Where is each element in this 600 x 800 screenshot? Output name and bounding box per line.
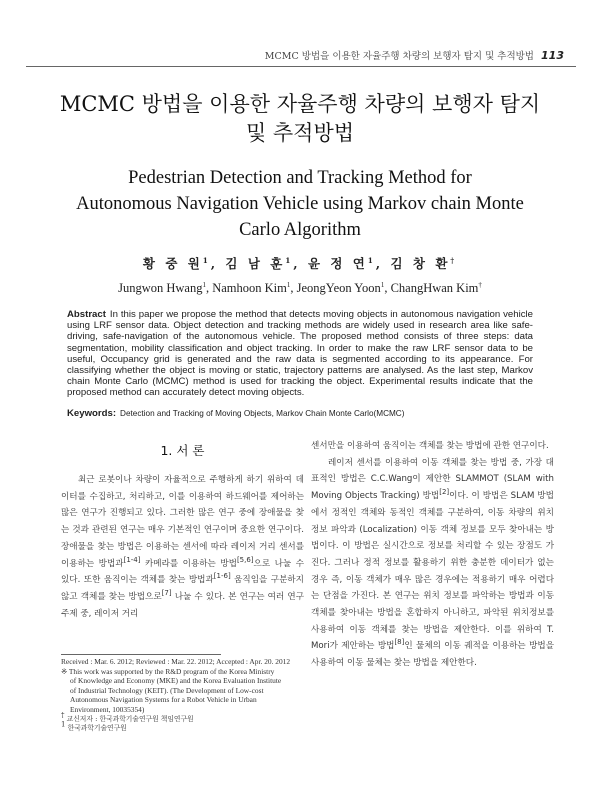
author-en-separator: , bbox=[205, 281, 213, 295]
korean-title-line-1: MCMC 방법을 이용한 자율주행 차량의 보행자 탐지 bbox=[59, 92, 541, 116]
keywords-label: Keywords: bbox=[67, 408, 117, 419]
paragraph-text: 인 물체의 이동 궤적을 이용하는 방법을 사용하여 이동 물체는 찾는 방법을 제안한다. bbox=[311, 641, 555, 669]
citation: [1-4] bbox=[123, 555, 141, 564]
paragraph-text: 레이저 센서를 이용하여 이동 객체를 찾는 방법 중, 가장 대표적인 방법은 C.C.Wang이 제안한 SLAMMOT (SLAM with Moving Objects Tracking) 방법 bbox=[311, 457, 554, 502]
intro-paragraph-1-continued: 센서만을 이용하여 움직이는 객체를 찾는 방법에 관한 연구이다. bbox=[311, 441, 549, 451]
funding-note-line-4: Autonomous Navigation Systems for a Robot Vehicle in Urban bbox=[70, 695, 257, 705]
paragraph-text: 이다. 이 방법은 SLAM 방법에서 정적인 객체와 동적인 객체를 구분하여, 이동 차량의 위치 정보 파악과 (Localization) 이동 객체 정보를 모두 찾아내는 방법이다. 이 방법은 실시간으로 정보를 처리할 수 있는 장점도 가진다. 그러나 정적 정보를 활용하기 위한 충분한 데이터가 없는 경우 즉, 이동 객체가 매우 많은 경우에는 적용하기 매우 어렵다는 단점을 가진다. 본 연구는 위치 정보를 파악하는 방법과 이동 객체를 찾아내는 방법을 혼합하지 아니하고, 파악된 위치정보를 사용하여 이동 객체를 찾는 방법을 제안한다. 이를 위하여 T. Mori가 제안하는 방법 bbox=[311, 491, 554, 652]
left-column bbox=[61, 472, 304, 622]
author-kr-1: 황 중 원 bbox=[142, 256, 203, 271]
author-kr-separator: , bbox=[293, 256, 308, 271]
abstract-text: In this paper we propose the method that detects moving objects in autonomous navigation vehicle using LRF sensor data. Object detection and tracking methods are widely used in research area like safe-driving, safe-navigation of the autonomous vehicle. The proposed method consists of three steps: data segmentation, mobility classification and object tracking. In order to make the raw LRF sensor data to be useful, Occupancy grid is generated and the raw data is segmented according to its appearance. For classifying whether the object is moving or static, trajectory patterns are analysed. As the last step, Markov chain Monte Carlo (MCMC) method is used for tracking the object. Experimental results indicate that the proposed method can accurately detect moving objects. bbox=[67, 309, 533, 399]
paragraph-text: 카메라를 이용하는 방법 bbox=[140, 558, 237, 569]
intro-paragraph-1 bbox=[61, 472, 304, 622]
citation: [7] bbox=[161, 589, 172, 598]
author-en-2-mark: 1 bbox=[286, 280, 291, 289]
citation: [8] bbox=[394, 638, 405, 647]
affiliation-note bbox=[61, 720, 304, 734]
author-en-3-mark: 1 bbox=[380, 280, 385, 289]
section-heading: 1. 서 론 bbox=[160, 443, 205, 458]
author-en-1: Jungwon Hwang bbox=[118, 281, 203, 295]
author-en-separator: , bbox=[290, 281, 297, 295]
english-title-line-2: Autonomous Navigation Vehicle using Markov chain Monte bbox=[76, 194, 524, 214]
received-dates: Received : Mar. 6. 2012; Reviewed : Mar. 22. 2012; Accepted : Apr. 20. 2012 bbox=[61, 657, 291, 666]
english-title-line-3: Carlo Algorithm bbox=[239, 220, 361, 240]
author-kr-2: 김 남 훈 bbox=[225, 256, 286, 271]
header-rule bbox=[26, 66, 576, 67]
running-header bbox=[265, 48, 564, 62]
keywords-text: Detection and Tracking of Moving Objects, Markov Chain Monte Carlo(MCMC) bbox=[120, 409, 405, 418]
author-en-4-mark: † bbox=[478, 280, 482, 289]
corresponding-author-text: 교신저자 : 한국과학기술연구원 책임연구원 bbox=[66, 714, 194, 723]
paragraph-text: 나눌 수 있다. 본 연구는 여러 연구 주제 중, 레이저 거리 bbox=[61, 591, 304, 619]
authors-korean bbox=[40, 254, 560, 272]
english-title bbox=[40, 165, 560, 243]
running-header-title: MCMC 방법을 이용한 자율주행 차량의 보행자 탐지 및 추적방법 bbox=[264, 51, 534, 62]
authors-english bbox=[40, 281, 560, 296]
author-en-2: Namhoon Kim bbox=[212, 281, 287, 295]
abstract bbox=[67, 309, 533, 399]
author-kr-separator: , bbox=[210, 256, 226, 271]
author-kr-separator: , bbox=[375, 256, 391, 271]
author-kr-4-mark: † bbox=[450, 255, 458, 265]
footnote-rule bbox=[61, 654, 221, 655]
author-kr-2-mark: 1 bbox=[285, 255, 294, 265]
author-kr-4: 김 창 환 bbox=[390, 256, 451, 271]
author-en-separator: , bbox=[384, 281, 391, 295]
author-en-4: ChangHwan Kim bbox=[390, 281, 479, 295]
citation: [2] bbox=[439, 488, 450, 497]
author-kr-1-mark: 1 bbox=[202, 255, 211, 265]
author-kr-3: 윤 정 연 bbox=[307, 256, 368, 271]
affiliation-mark: 1 bbox=[61, 720, 66, 729]
funding-note-line-3: of Industrial Technology (KEIT). (The Development of Low-cost bbox=[70, 685, 264, 695]
footnotes bbox=[61, 657, 304, 734]
korean-title-line-2: 및 추적방법 bbox=[245, 121, 355, 145]
intro-paragraph-2 bbox=[311, 455, 554, 672]
citation: [5,6] bbox=[236, 555, 254, 564]
corresponding-author-note bbox=[61, 711, 304, 725]
affiliation-text: 한국과학기술연구원 bbox=[67, 724, 127, 733]
author-en-3: JeongYeon Yoon bbox=[296, 281, 381, 295]
paragraph-text: 으로 나눌 수 있다. 또한 움직이는 객체를 찾는 방법과 bbox=[61, 558, 304, 586]
funding-note-line-5: Environment, 10035354) bbox=[70, 704, 145, 714]
citation: [1-6] bbox=[213, 572, 231, 581]
korean-title bbox=[40, 90, 560, 148]
keywords bbox=[67, 408, 533, 419]
abstract-label: Abstract bbox=[67, 309, 106, 320]
paragraph-text: 움직임을 구분하지 않고 객체를 찾는 방법으로 bbox=[61, 575, 304, 602]
funding-note-line-2: of Knowledge and Economy (MKE) and the Korea Evaluation Institute bbox=[70, 676, 282, 686]
english-title-line-1: Pedestrian Detection and Tracking Method for bbox=[128, 168, 472, 188]
funding-note-line-1: ※ This work was supported by the R&D program of the Korea Ministry bbox=[61, 666, 275, 676]
author-en-1-mark: 1 bbox=[202, 280, 206, 289]
author-kr-3-mark: 1 bbox=[367, 255, 376, 265]
paragraph-text: 최근 로봇이나 차량이 자율적으로 주행하게 하기 위하여 데이터를 수집하고, 처리하고, 이를 이용하여 하드웨어를 제어하는 많은 연구가 진행되고 있다. 그러한 많은 연구 중에 장애물을 찾는 것과 관련된 연구는 매우 기본적인 연구이며 중요한 연구이다. 장애물을 찾는 방법은 이용하는 센서에 따라 레이저 거리 센서를 이용하는 방법과 bbox=[61, 475, 304, 569]
right-column bbox=[311, 438, 554, 672]
page-number: 113 bbox=[541, 49, 564, 62]
corresponding-mark: † bbox=[61, 711, 65, 720]
